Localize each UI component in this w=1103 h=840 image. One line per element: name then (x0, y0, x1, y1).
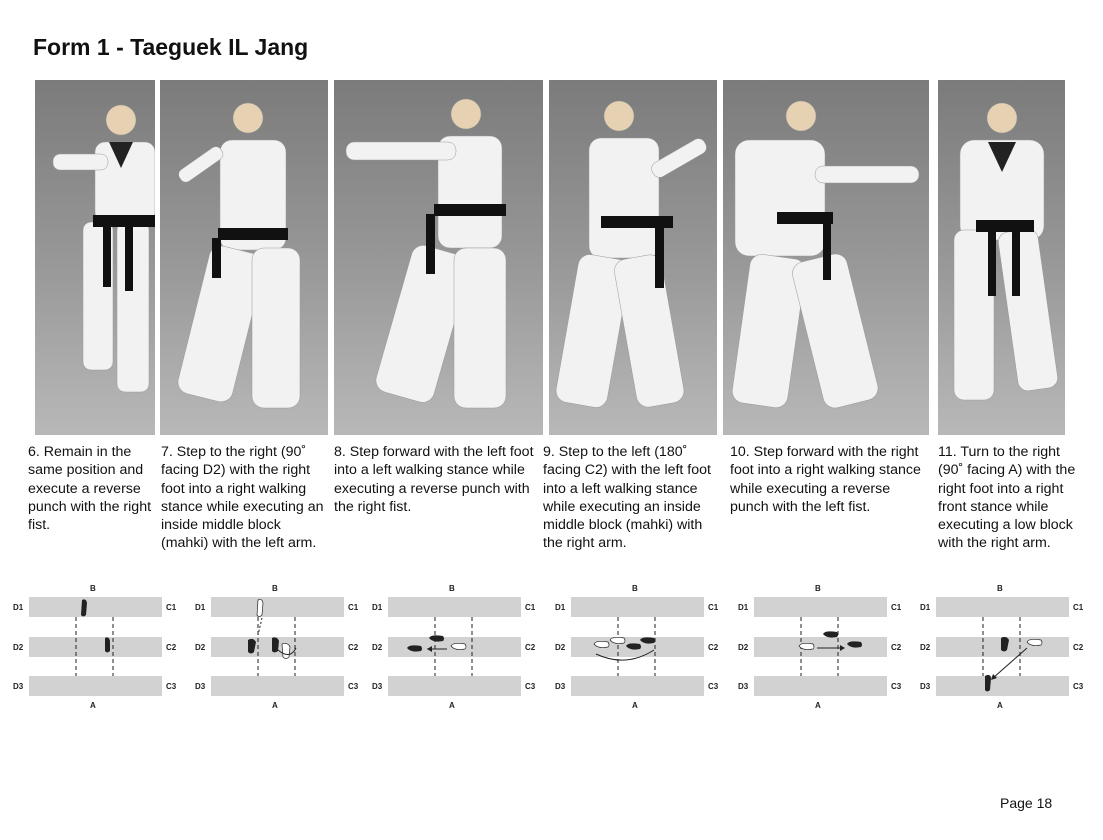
step-6-caption: 6. Remain in the same position and execute a reverse punch with the right fist. (28, 444, 152, 534)
step-11-photo (938, 80, 1065, 435)
step-7-diagram (192, 580, 357, 715)
svg-text:A: A (997, 701, 1003, 710)
svg-text:D3: D3 (738, 682, 749, 691)
diagram-label-a: A (90, 701, 96, 710)
step-10-diagram (735, 580, 900, 715)
svg-text:D3: D3 (372, 682, 383, 691)
svg-text:C3: C3 (1073, 682, 1084, 691)
step-8-photo (334, 80, 543, 435)
step-9-diagram (552, 580, 717, 715)
svg-text:C3: C3 (708, 682, 719, 691)
svg-text:D2: D2 (555, 643, 566, 652)
svg-text:D1: D1 (195, 603, 206, 612)
svg-text:C1: C1 (1073, 603, 1084, 612)
diagram-label-c2: C2 (166, 643, 177, 652)
svg-text:D1: D1 (920, 603, 931, 612)
page-title: Form 1 - Taeguek IL Jang (33, 34, 309, 60)
svg-text:C1: C1 (891, 603, 902, 612)
svg-text:D2: D2 (738, 643, 749, 652)
svg-text:C2: C2 (891, 643, 902, 652)
svg-text:B: B (632, 584, 638, 593)
svg-text:B: B (997, 584, 1003, 593)
svg-text:D2: D2 (195, 643, 206, 652)
svg-text:C3: C3 (891, 682, 902, 691)
svg-text:B: B (449, 584, 455, 593)
step-9-caption: 9. Step to the left (180˚ facing C2) with the left foot into a left walking stance while executing an inside middle block (mahki) with the right arm. (543, 444, 711, 552)
svg-text:B: B (272, 584, 278, 593)
step-11-caption: 11. Turn to the right (90˚ facing A) with the right foot into a right front stance while executing a low block with the right arm. (938, 444, 1076, 552)
svg-text:A: A (449, 701, 455, 710)
step-10-caption: 10. Step forward with the right foot into a right walking stance while executing a reverse punch with the left fist. (730, 444, 921, 515)
svg-text:A: A (815, 701, 821, 710)
svg-text:C2: C2 (525, 643, 536, 652)
svg-text:C1: C1 (348, 603, 359, 612)
step-6-photo (35, 80, 155, 435)
step-10-photo (723, 80, 929, 435)
step-8-diagram (369, 580, 534, 715)
step-7-caption: 7. Step to the right (90˚ facing D2) with the right foot into a right walking stance while executing an inside middle block (mahki) with the left arm. (161, 444, 324, 552)
svg-text:D3: D3 (555, 682, 566, 691)
svg-text:D2: D2 (372, 643, 383, 652)
svg-text:D3: D3 (920, 682, 931, 691)
svg-text:C1: C1 (525, 603, 536, 612)
diagram-label-c1: C1 (166, 603, 177, 612)
svg-text:D2: D2 (920, 643, 931, 652)
svg-text:C3: C3 (525, 682, 536, 691)
step-11-diagram (917, 580, 1082, 715)
svg-text:C1: C1 (708, 603, 719, 612)
svg-text:D1: D1 (738, 603, 749, 612)
svg-text:C2: C2 (708, 643, 719, 652)
diagram-label-d3: D3 (13, 682, 24, 691)
step-6-diagram (10, 580, 175, 715)
diagram-label-d1: D1 (13, 603, 24, 612)
step-9-photo (549, 80, 717, 435)
svg-text:A: A (272, 701, 278, 710)
diagram-label-c3: C3 (166, 682, 177, 691)
diagram-label-d2: D2 (13, 643, 24, 652)
svg-text:C2: C2 (348, 643, 359, 652)
svg-text:B: B (815, 584, 821, 593)
svg-text:C2: C2 (1073, 643, 1084, 652)
svg-text:D1: D1 (372, 603, 383, 612)
svg-text:A: A (632, 701, 638, 710)
svg-text:D1: D1 (555, 603, 566, 612)
page-number: Page 18 (1000, 795, 1053, 811)
diagram-label-b: B (90, 584, 96, 593)
svg-text:D3: D3 (195, 682, 206, 691)
step-8-caption: 8. Step forward with the left foot into a left walking stance while executing a reverse punch with the right fist. (334, 444, 534, 515)
step-7-photo (160, 80, 328, 435)
svg-text:C3: C3 (348, 682, 359, 691)
